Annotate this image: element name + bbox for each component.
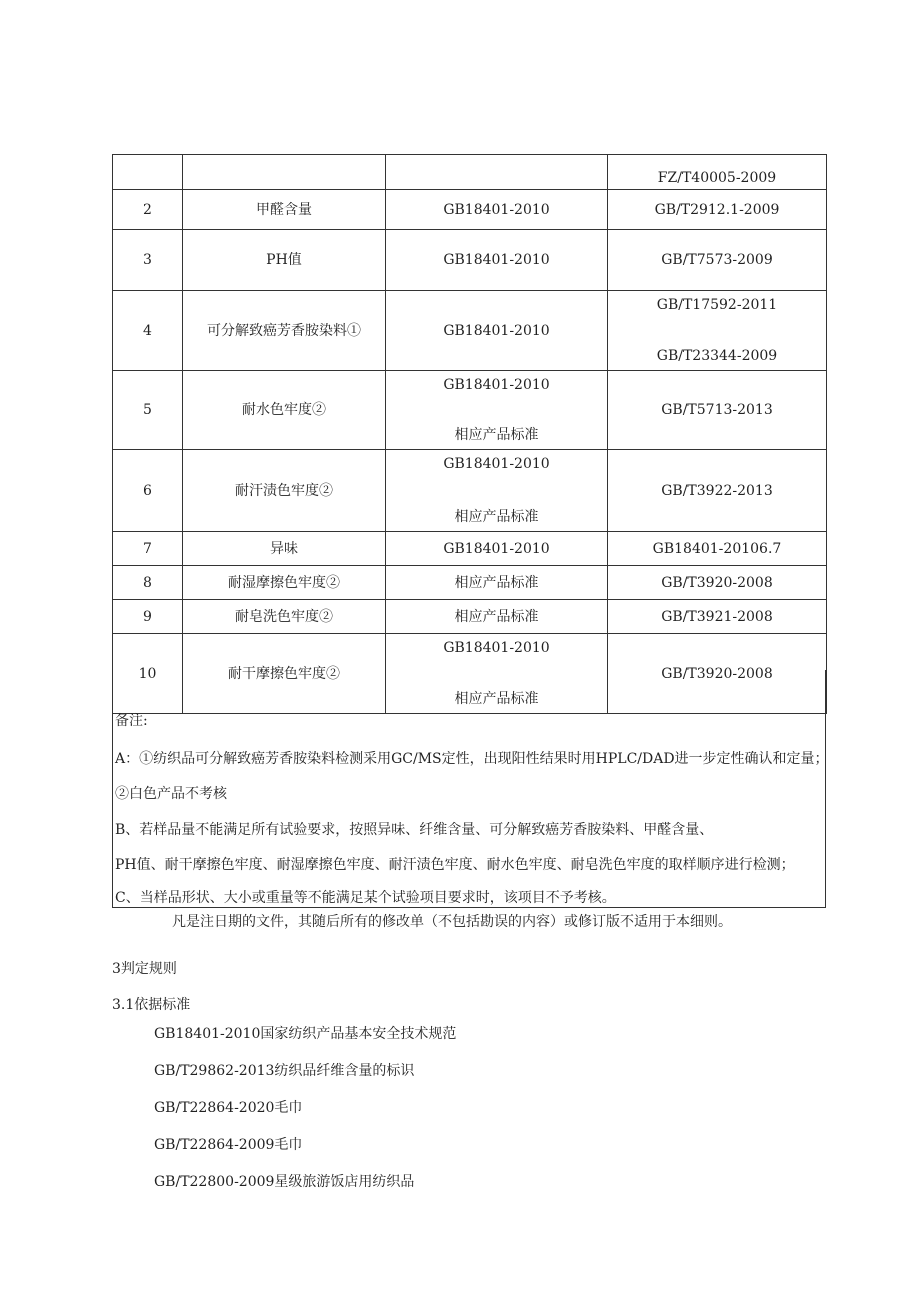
cell-method: GB/T3921-2008 [608, 600, 827, 634]
standard-item: GB18401-2010国家纺织产品基本安全技术规范 [154, 1026, 457, 1042]
cell-method: GB/T17592-2011 GB/T23344-2009 [608, 291, 827, 371]
cell-no: 3 [113, 230, 183, 291]
cell-no: 4 [113, 291, 183, 371]
section-3-title: 3判定规则 [112, 961, 177, 977]
note-c: C、当样品形状、大小或重量等不能满足某个试验项目要求时，该项目不予考核。 [115, 890, 616, 906]
cell-no [113, 155, 183, 190]
cell-no: 10 [113, 634, 183, 714]
note-a2: ②白色产品不考核 [115, 786, 227, 802]
cell-basis [386, 155, 608, 190]
cell-basis: 相应产品标准 [386, 600, 608, 634]
cell-no: 2 [113, 190, 183, 230]
cell-method: GB/T2912.1-2009 [608, 190, 827, 230]
cell-no: 8 [113, 566, 183, 600]
note-b1: B、若样品量不能满足所有试验要求，按照异味、纤维含量、可分解致癌芳香胺染料、甲醛含量、 [115, 822, 714, 838]
cell-basis: 相应产品标准 [386, 566, 608, 600]
standard-item: GB/T29862-2013纺织品纤维含量的标识 [154, 1063, 415, 1079]
cell-basis: GB18401-2010 [386, 230, 608, 291]
cell-item: 甲醛含量 [183, 190, 386, 230]
table-row [113, 566, 827, 600]
table-row [113, 155, 827, 190]
cell-method: GB/T7573-2009 [608, 230, 827, 291]
cell-method: GB/T5713-2013 [608, 371, 827, 450]
cell-item: 可分解致癌芳香胺染料① [183, 291, 386, 371]
standard-item: GB/T22864-2020毛巾 [154, 1100, 303, 1116]
cell-basis: GB18401-2010 [386, 532, 608, 566]
cell-method: GB/T3920-2008 [608, 634, 827, 714]
cell-basis: GB18401-2010 相应产品标准 [386, 634, 608, 714]
notes-title: 备注: [115, 713, 148, 729]
dated-docs-note: 凡是注日期的文件，其随后所有的修改单（不包括勘误的内容）或修订版不适用于本细则。 [172, 914, 732, 930]
cell-method: GB/T3920-2008 [608, 566, 827, 600]
cell-method: FZ/T40005-2009 [608, 155, 827, 190]
notes-box [112, 670, 829, 908]
table-row [113, 230, 827, 291]
cell-item: PH值 [183, 230, 386, 291]
note-a1: A：①纺织品可分解致癌芳香胺染料检测采用GC/MS定性，出现阳性结果时用HPLC/DAD进一步定性确认和定量； [115, 751, 829, 767]
note-b2: PH值、耐干摩擦色牢度、耐湿摩擦色牢度、耐汗渍色牢度、耐水色牢度、耐皂洗色牢度的取样顺序进行检测； [115, 857, 795, 873]
cell-basis: GB18401-2010 相应产品标准 [386, 371, 608, 450]
table-row [113, 532, 827, 566]
section-3-1-title: 3.1依据标准 [112, 997, 191, 1013]
table-row [113, 450, 827, 532]
standard-item: GB/T22864-2009毛巾 [154, 1137, 303, 1153]
cell-method: GB18401-20106.7 [608, 532, 827, 566]
cell-item [183, 155, 386, 190]
cell-no: 5 [113, 371, 183, 450]
test-items-table [112, 154, 827, 714]
cell-basis: GB18401-2010 [386, 291, 608, 371]
cell-no: 9 [113, 600, 183, 634]
cell-item: 耐汗渍色牢度② [183, 450, 386, 532]
table-row [113, 371, 827, 450]
cell-no: 6 [113, 450, 183, 532]
cell-item: 耐湿摩擦色牢度② [183, 566, 386, 600]
cell-basis: GB18401-2010 相应产品标准 [386, 450, 608, 532]
standard-item: GB/T22800-2009星级旅游饭店用纺织品 [154, 1174, 415, 1190]
table-row [113, 190, 827, 230]
table-row [113, 600, 827, 634]
cell-basis: GB18401-2010 [386, 190, 608, 230]
cell-no: 7 [113, 532, 183, 566]
cell-method: GB/T3922-2013 [608, 450, 827, 532]
table-row [113, 291, 827, 371]
cell-item: 异味 [183, 532, 386, 566]
cell-item: 耐干摩擦色牢度② [183, 634, 386, 714]
cell-item: 耐皂洗色牢度② [183, 600, 386, 634]
cell-item: 耐水色牢度② [183, 371, 386, 450]
